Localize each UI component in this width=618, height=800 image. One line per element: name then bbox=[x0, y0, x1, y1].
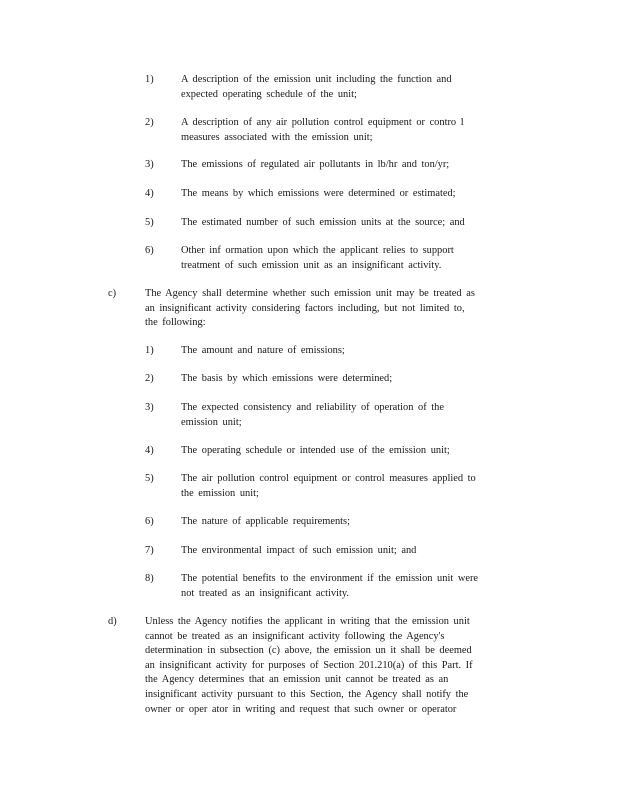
section-text bbox=[145, 615, 505, 717]
item-number: 3) bbox=[145, 159, 154, 170]
text-line: an insignificant activity for purposes of Section 201.210(a) of this Part. If bbox=[145, 659, 473, 671]
item-number: 3) bbox=[145, 402, 154, 413]
item-text bbox=[181, 116, 506, 145]
text-line: an insignificant activity considering factors including, but not limited to, bbox=[145, 302, 465, 314]
item-number: 6) bbox=[145, 516, 154, 527]
item-text bbox=[181, 444, 506, 459]
item-text bbox=[181, 472, 506, 501]
text-line: A description of the emission unit including the function and bbox=[181, 74, 452, 85]
item-number: 1) bbox=[145, 345, 154, 356]
item-text bbox=[181, 515, 506, 530]
item-text bbox=[181, 372, 506, 387]
text-line: owner or oper ator in writing and request that such owner or operator bbox=[145, 703, 457, 715]
text-line: The basis by which emissions were determined; bbox=[181, 373, 393, 384]
item-number: 5) bbox=[145, 473, 154, 484]
text-line: expected operating schedule of the unit; bbox=[181, 88, 357, 100]
text-line: The amount and nature of emissions; bbox=[181, 345, 345, 356]
text-line: the Agency determines that an emission unit cannot be treated as an bbox=[145, 674, 449, 686]
text-line: The Agency shall determine whether such emission unit may be treated as bbox=[145, 288, 475, 299]
item-number: 6) bbox=[145, 245, 154, 256]
text-line: Other inf ormation upon which the applicant relies to support bbox=[181, 245, 454, 256]
text-line: Unless the Agency notifies the applicant in writing that the emission unit bbox=[145, 616, 470, 627]
item-number: 5) bbox=[145, 217, 154, 228]
text-line: The nature of applicable requirements; bbox=[181, 516, 350, 527]
section-text bbox=[145, 287, 505, 331]
item-number: 8) bbox=[145, 573, 154, 584]
item-number: 4) bbox=[145, 188, 154, 199]
item-text bbox=[181, 544, 506, 559]
item-text bbox=[181, 572, 506, 601]
text-line: The air pollution control equipment or control measures applied to bbox=[181, 473, 476, 484]
text-line: the following: bbox=[145, 317, 206, 329]
item-text bbox=[181, 344, 506, 359]
item-number: 2) bbox=[145, 117, 154, 128]
item-number: 4) bbox=[145, 445, 154, 456]
item-number: 7) bbox=[145, 545, 154, 556]
text-line: cannot be treated as an insignificant activity following the Agency's bbox=[145, 630, 445, 642]
section-label: c) bbox=[108, 288, 117, 299]
text-line: the emission unit; bbox=[181, 487, 259, 499]
text-line: not treated as an insignificant activity. bbox=[181, 587, 350, 599]
text-line: The means by which emissions were determined or estimated; bbox=[181, 188, 456, 199]
text-line: insignificant activity pursuant to this Section, the Agency shall notify the bbox=[145, 688, 469, 700]
text-line: measures associated with the emission unit; bbox=[181, 131, 373, 143]
section-label: d) bbox=[108, 616, 117, 627]
item-text bbox=[181, 187, 506, 202]
item-number: 2) bbox=[145, 373, 154, 384]
text-line: emission unit; bbox=[181, 416, 242, 428]
text-line: The operating schedule or intended use of the emission unit; bbox=[181, 445, 450, 456]
item-text bbox=[181, 73, 506, 102]
text-line: The emissions of regulated air pollutants in lb/hr and ton/yr; bbox=[181, 159, 450, 170]
text-line: determination in subsection (c) above, the emission un it shall be deemed bbox=[145, 645, 472, 657]
item-text bbox=[181, 244, 506, 273]
item-text bbox=[181, 216, 506, 231]
text-line: treatment of such emission unit as an insignificant activity. bbox=[181, 259, 442, 271]
text-line: The estimated number of such emission units at the source; and bbox=[181, 217, 465, 228]
item-text bbox=[181, 158, 506, 173]
text-line: A description of any air pollution control equipment or contro l bbox=[181, 117, 464, 128]
item-text bbox=[181, 401, 506, 430]
item-number: 1) bbox=[145, 74, 154, 85]
text-line: The environmental impact of such emission unit; and bbox=[181, 545, 417, 556]
text-line: The expected consistency and reliability of operation of the bbox=[181, 402, 444, 413]
text-line: The potential benefits to the environment if the emission unit were bbox=[181, 573, 479, 584]
